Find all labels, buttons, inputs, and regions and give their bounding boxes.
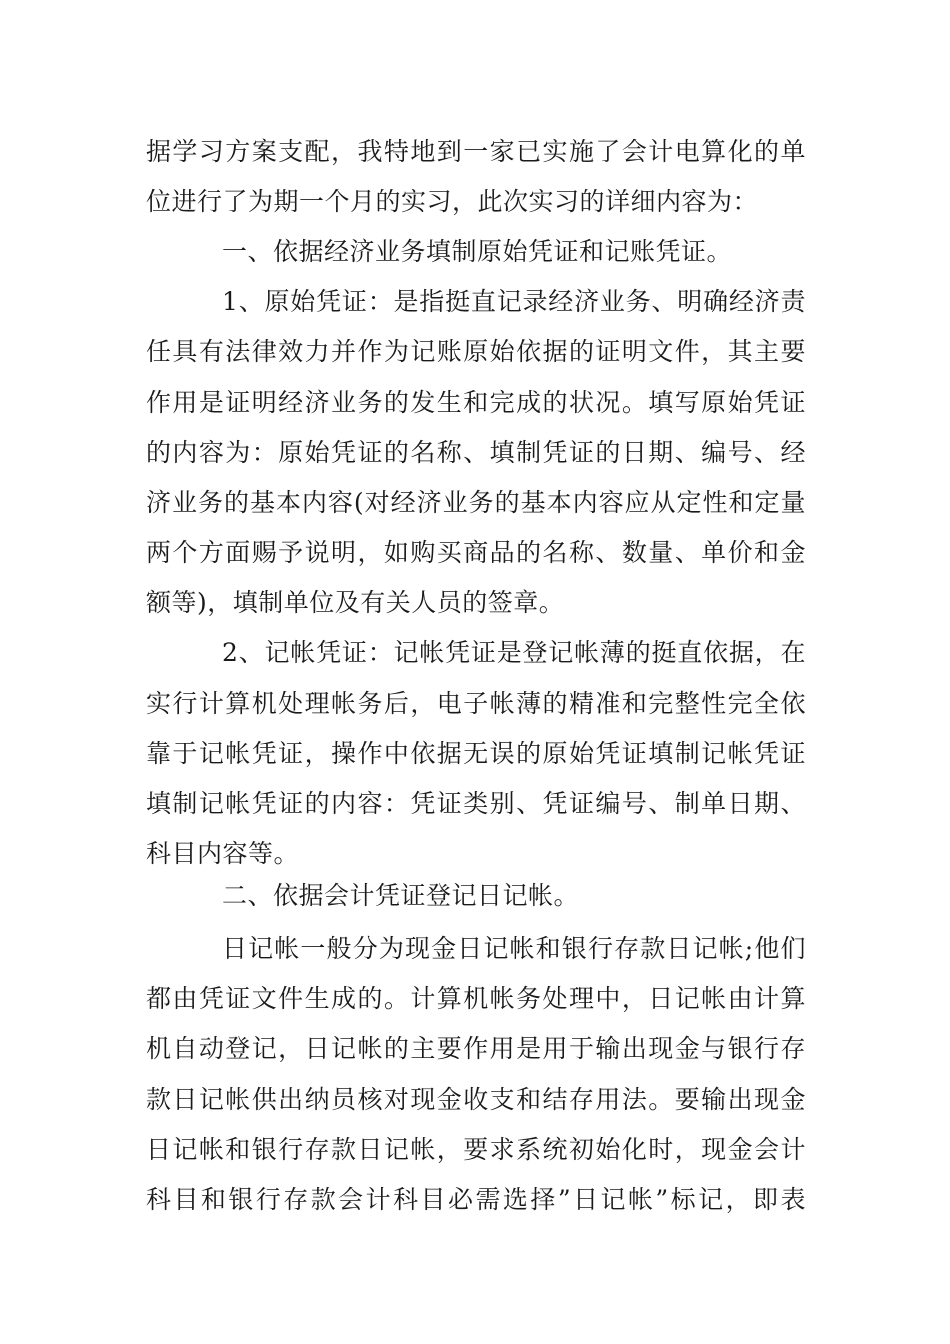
- text-line: 的内容为：原始凭证的名称、填制凭证的日期、编号、经: [146, 438, 806, 467]
- text-line: 日记帐一般分为现金日记帐和银行存款日记帐;他们: [222, 934, 806, 963]
- text-line: 两个方面赐予说明，如购买商品的名称、数量、单价和金: [146, 538, 806, 567]
- text-line: 额等)，填制单位及有关人员的签章。: [146, 588, 565, 617]
- text-line: 实行计算机处理帐务后，电子帐薄的精准和完整性完全依: [146, 689, 806, 718]
- text-line: 2、记帐凭证：记帐凭证是登记帐薄的挺直依据，在: [222, 638, 806, 667]
- text-line: 科目和银行存款会计科目必需选择”日记帐”标记，即表: [146, 1185, 806, 1214]
- text-line: 款日记帐供出纳员核对现金收支和结存用法。要输出现金: [146, 1085, 806, 1114]
- section-heading: 一、依据经济业务填制原始凭证和记账凭证。: [222, 237, 733, 266]
- section-heading: 二、依据会计凭证登记日记帐。: [222, 881, 580, 910]
- text-line: 都由凭证文件生成的。计算机帐务处理中，日记帐由计算: [146, 984, 806, 1013]
- text-line: 作用是证明经济业务的发生和完成的状况。填写原始凭证: [146, 388, 806, 417]
- text-line: 任具有法律效力并作为记账原始依据的证明文件，其主要: [146, 337, 806, 366]
- text-line: 靠于记帐凭证，操作中依据无误的原始凭证填制记帐凭证: [146, 739, 806, 768]
- text-line: 机自动登记，日记帐的主要作用是用于输出现金与银行存: [146, 1034, 806, 1063]
- text-line: 日记帐和银行存款日记帐，要求系统初始化时，现金会计: [146, 1135, 806, 1164]
- text-line: 济业务的基本内容(对经济业务的基本内容应从定性和定量: [146, 488, 806, 517]
- text-line: 填制记帐凭证的内容：凭证类别、凭证编号、制单日期、: [146, 789, 806, 818]
- text-line: 科目内容等。: [146, 839, 300, 868]
- text-line: 据学习方案支配，我特地到一家已实施了会计电算化的单: [146, 137, 806, 166]
- text-line: 位进行了为期一个月的实习，此次实习的详细内容为：: [146, 187, 759, 216]
- text-line: 1、原始凭证：是指挺直记录经济业务、明确经济责: [222, 287, 806, 316]
